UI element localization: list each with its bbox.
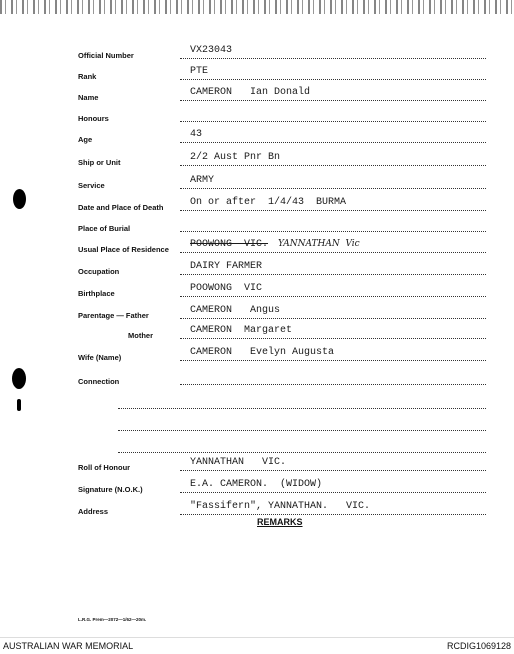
field-value-text: 2/2 Aust Pnr Bn — [190, 152, 281, 163]
field-label: Connection — [78, 377, 120, 386]
field-label: Signature (N.O.K.) — [78, 485, 143, 494]
form-row — [0, 474, 514, 494]
field-value-text: 43 — [190, 129, 203, 140]
dotted-rule — [180, 100, 486, 101]
field-label: Ship or Unit — [78, 158, 121, 167]
field-value-text: CAMERON Evelyn Augusta — [190, 347, 335, 358]
field-value — [190, 45, 232, 56]
field-label: Roll of Honour — [78, 463, 131, 472]
field-value — [190, 239, 360, 250]
dotted-rule — [180, 142, 486, 143]
field-value — [190, 479, 322, 490]
field-label: Age — [78, 135, 93, 144]
dotted-rule — [180, 210, 486, 211]
field-value-text: CAMERON Margaret — [190, 325, 293, 336]
form-row — [0, 342, 514, 362]
dotted-rule — [180, 58, 486, 59]
field-label: Honours — [78, 114, 109, 123]
field-value — [190, 129, 202, 140]
dotted-rule — [180, 384, 486, 385]
field-value-text: PTE — [190, 66, 209, 77]
form-row — [0, 40, 514, 60]
form-row — [0, 256, 514, 276]
remarks-heading: REMARKS — [257, 517, 303, 527]
form-row — [0, 213, 514, 233]
form-row — [0, 452, 514, 472]
field-label: Wife (Name) — [78, 353, 122, 362]
dotted-rule — [180, 360, 486, 361]
dotted-rule — [118, 430, 486, 431]
form-row — [0, 170, 514, 190]
form-row — [0, 234, 514, 254]
dotted-rule — [180, 318, 486, 319]
dotted-rule — [180, 338, 486, 339]
field-value — [190, 501, 370, 512]
form-row — [0, 61, 514, 81]
field-value — [190, 283, 262, 294]
field-value — [190, 66, 208, 77]
dotted-rule — [180, 231, 486, 232]
form-row — [0, 496, 514, 516]
field-value — [190, 197, 346, 208]
archive-name: AUSTRALIAN WAR MEMORIAL — [3, 641, 134, 651]
form-row — [0, 434, 514, 454]
field-value — [190, 325, 292, 336]
field-label: Date and Place of Death — [78, 203, 164, 212]
dotted-rule — [180, 252, 486, 253]
handwritten-correction: YANNATHAN Vic — [278, 239, 360, 249]
form-row — [0, 82, 514, 102]
field-value — [190, 305, 280, 316]
dotted-rule — [180, 492, 486, 493]
form-row — [0, 103, 514, 123]
field-label: Mother — [128, 331, 153, 340]
field-label: Birthplace — [78, 289, 115, 298]
field-value — [190, 261, 262, 272]
dotted-rule — [180, 470, 486, 471]
field-value — [190, 175, 214, 186]
dotted-rule — [180, 188, 486, 189]
form-row — [0, 390, 514, 410]
dotted-rule — [180, 296, 486, 297]
dotted-rule — [180, 514, 486, 515]
dotted-rule — [180, 121, 486, 122]
field-label: Parentage — Father — [78, 311, 149, 320]
field-label: Rank — [78, 72, 97, 81]
field-value-text: CAMERON Angus — [190, 305, 281, 316]
dotted-rule — [180, 165, 486, 166]
form-row — [0, 366, 514, 386]
field-label: Address — [78, 507, 109, 516]
form-row — [0, 320, 514, 340]
field-value — [190, 87, 310, 98]
field-value — [190, 152, 280, 163]
form-row — [0, 124, 514, 144]
field-value-text: VX23043 — [190, 45, 233, 56]
field-value-text: On or after 1/4/43 BURMA — [190, 197, 347, 208]
field-value — [190, 347, 334, 358]
form-reference: L.R.G. Prem—2072—1/62—20m. — [78, 617, 147, 622]
field-value-text: E.A. CAMERON. (WIDOW) — [190, 479, 323, 490]
field-value — [190, 457, 286, 468]
dotted-rule — [180, 274, 486, 275]
field-value-text: ARMY — [190, 175, 215, 186]
field-label: Service — [78, 181, 105, 190]
field-label: Place of Burial — [78, 224, 131, 233]
field-label: Usual Place of Residence — [78, 245, 169, 254]
record-id: RCDIG1069128 — [446, 641, 511, 651]
field-value-text: "Fassifern", YANNATHAN. VIC. — [190, 501, 371, 512]
form-row — [0, 192, 514, 212]
dotted-rule — [118, 408, 486, 409]
field-label: Name — [78, 93, 99, 102]
form-row — [0, 300, 514, 320]
field-value-text: POOWONG VIC — [190, 283, 263, 294]
form-row — [0, 147, 514, 167]
field-label: Official Number — [78, 51, 134, 60]
field-value-text: POOWONG VIC. — [190, 239, 269, 250]
form-row — [0, 412, 514, 432]
dotted-rule — [180, 79, 486, 80]
footer-bar — [0, 637, 514, 654]
field-value-text: YANNATHAN VIC. — [190, 457, 287, 468]
field-value-text: CAMERON Ian Donald — [190, 87, 311, 98]
form-row — [0, 278, 514, 298]
field-label: Occupation — [78, 267, 120, 276]
field-value-text: DAIRY FARMER — [190, 261, 263, 272]
